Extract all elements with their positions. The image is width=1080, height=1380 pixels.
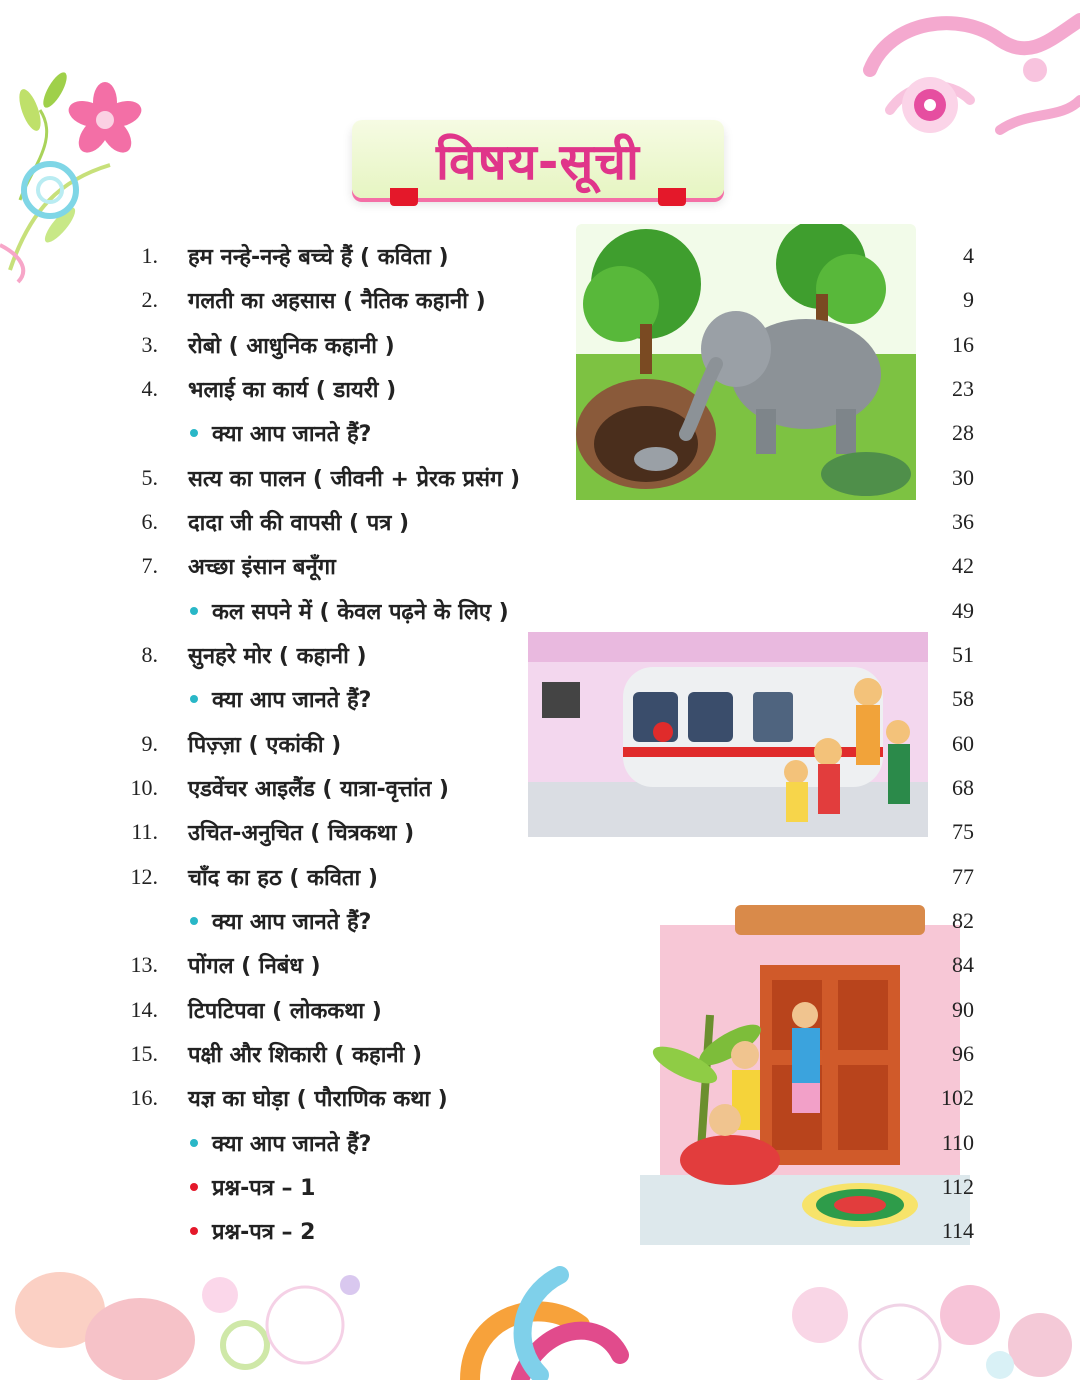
bullet-icon xyxy=(190,1183,198,1191)
chapter-title-row xyxy=(190,418,371,448)
page-number: 23 xyxy=(952,376,974,401)
toc-row[interactable] xyxy=(0,499,1080,543)
page-number: 90 xyxy=(952,997,974,1022)
chapter-title: गलती का अहसास ( नैतिक कहानी ) xyxy=(188,289,486,314)
chapter-title: सत्य का पालन ( जीवनी + प्रेरक प्रसंग ) xyxy=(188,467,521,492)
toc-row[interactable] xyxy=(0,1075,1080,1119)
page-number: 42 xyxy=(952,553,974,578)
toc-row[interactable] xyxy=(0,543,1080,587)
chapter-title: क्या आप जानते हैं? xyxy=(212,910,372,935)
toc-row[interactable] xyxy=(0,1164,1080,1208)
chapter-title: प्रश्न-पत्र – 2 xyxy=(212,1220,316,1245)
toc-row[interactable] xyxy=(0,854,1080,898)
page-number: 49 xyxy=(952,598,974,623)
chapter-title-row xyxy=(190,684,371,714)
chapter-title: क्या आप जानते हैं? xyxy=(212,422,372,447)
toc-row[interactable] xyxy=(0,987,1080,1031)
page-number: 51 xyxy=(952,642,974,667)
page-number: 110 xyxy=(941,1130,974,1155)
chapter-title: क्या आप जानते हैं? xyxy=(212,688,372,713)
page-number: 9 xyxy=(963,287,974,312)
toc-row[interactable] xyxy=(0,455,1080,499)
chapter-title: हम नन्हे-नन्हे बच्चे हैं ( कविता ) xyxy=(188,245,449,270)
toc-row[interactable] xyxy=(0,1031,1080,1075)
chapter-title: दादा जी की वापसी ( पत्र ) xyxy=(188,511,410,536)
page-number: 36 xyxy=(952,509,974,534)
page-number: 77 xyxy=(952,864,974,889)
bubbles-bottom-decoration xyxy=(0,1255,1080,1380)
toc-row[interactable] xyxy=(0,233,1080,277)
page-number: 114 xyxy=(941,1218,974,1243)
toc-row[interactable] xyxy=(0,809,1080,853)
chapter-number: 12. xyxy=(130,864,158,889)
bullet-icon xyxy=(190,1227,198,1235)
page-number: 16 xyxy=(952,332,974,357)
toc-row[interactable] xyxy=(0,1208,1080,1252)
bullet-icon xyxy=(190,429,198,437)
chapter-title: यज्ञ का घोड़ा ( पौराणिक कथा ) xyxy=(188,1087,448,1112)
page-number: 102 xyxy=(941,1085,974,1110)
chapter-title-row xyxy=(190,596,509,626)
page-number: 4 xyxy=(963,243,974,268)
page-number: 58 xyxy=(952,686,974,711)
chapter-number: 9. xyxy=(141,731,158,756)
chapter-number: 5. xyxy=(141,465,158,490)
chapter-title: चाँद का हठ ( कविता ) xyxy=(188,866,378,891)
chapter-title-row xyxy=(190,1128,371,1158)
chapter-number: 11. xyxy=(131,819,158,844)
chapter-title: सुनहरे मोर ( कहानी ) xyxy=(188,644,367,669)
bullet-icon xyxy=(190,607,198,615)
page-number: 84 xyxy=(952,952,974,977)
page-number: 30 xyxy=(952,465,974,490)
chapter-number: 6. xyxy=(141,509,158,534)
chapter-title: उचित-अनुचित ( चित्रकथा ) xyxy=(188,821,415,846)
chapter-number: 4. xyxy=(141,376,158,401)
page-number: 96 xyxy=(952,1041,974,1066)
toc-row[interactable] xyxy=(0,410,1080,454)
page-number: 60 xyxy=(952,731,974,756)
chapter-number: 13. xyxy=(130,952,158,977)
chapter-title: पक्षी और शिकारी ( कहानी ) xyxy=(188,1043,423,1068)
bullet-icon xyxy=(190,1139,198,1147)
chapter-title: क्या आप जानते हैं? xyxy=(212,1132,372,1157)
page-number: 28 xyxy=(952,420,974,445)
page-number: 112 xyxy=(941,1174,974,1199)
swirl-corner-top-right-decoration xyxy=(850,0,1080,170)
chapter-number: 1. xyxy=(141,243,158,268)
toc-row[interactable] xyxy=(0,588,1080,632)
chapter-title: पिज़्ज़ा ( एकांकी ) xyxy=(188,733,342,758)
toc-row[interactable] xyxy=(0,322,1080,366)
chapter-number: 2. xyxy=(141,287,158,312)
chapter-title: रोबो ( आधुनिक कहानी ) xyxy=(188,334,395,359)
toc-row[interactable] xyxy=(0,765,1080,809)
chapter-number: 14. xyxy=(130,997,158,1022)
chapter-number: 15. xyxy=(130,1041,158,1066)
chapter-title-row xyxy=(190,1216,315,1246)
toc-row[interactable] xyxy=(0,366,1080,410)
bullet-icon xyxy=(190,695,198,703)
chapter-number: 16. xyxy=(130,1085,158,1110)
chapter-title-row xyxy=(190,1172,315,1202)
chapter-title: भलाई का कार्य ( डायरी ) xyxy=(188,378,397,403)
chapter-title: कल सपने में ( केवल पढ़ने के लिए ) xyxy=(212,600,509,625)
toc-row[interactable] xyxy=(0,942,1080,986)
chapter-title: पोंगल ( निबंध ) xyxy=(188,954,321,979)
banner-tab-left xyxy=(390,188,418,206)
chapter-title: अच्छा इंसान बनूँगा xyxy=(188,555,336,580)
chapter-title: टिपटिपवा ( लोककथा ) xyxy=(188,999,382,1024)
title-banner xyxy=(352,120,724,198)
toc-row[interactable] xyxy=(0,898,1080,942)
chapter-title-row xyxy=(190,906,371,936)
bullet-icon xyxy=(190,917,198,925)
chapter-title: प्रश्न-पत्र – 1 xyxy=(212,1176,316,1201)
chapter-number: 8. xyxy=(141,642,158,667)
page-title: विषय-सूची xyxy=(436,133,640,191)
page-number: 82 xyxy=(952,908,974,933)
banner-tab-right xyxy=(658,188,686,206)
toc-row[interactable] xyxy=(0,721,1080,765)
chapter-number: 7. xyxy=(141,553,158,578)
page-number: 75 xyxy=(952,819,974,844)
toc-row[interactable] xyxy=(0,676,1080,720)
toc-row[interactable] xyxy=(0,632,1080,676)
toc-row[interactable] xyxy=(0,1120,1080,1164)
chapter-number: 10. xyxy=(130,775,158,800)
toc-row[interactable] xyxy=(0,277,1080,321)
chapter-title: एडवेंचर आइलैंड ( यात्रा-वृत्तांत ) xyxy=(188,777,449,802)
page-number: 68 xyxy=(952,775,974,800)
chapter-number: 3. xyxy=(141,332,158,357)
